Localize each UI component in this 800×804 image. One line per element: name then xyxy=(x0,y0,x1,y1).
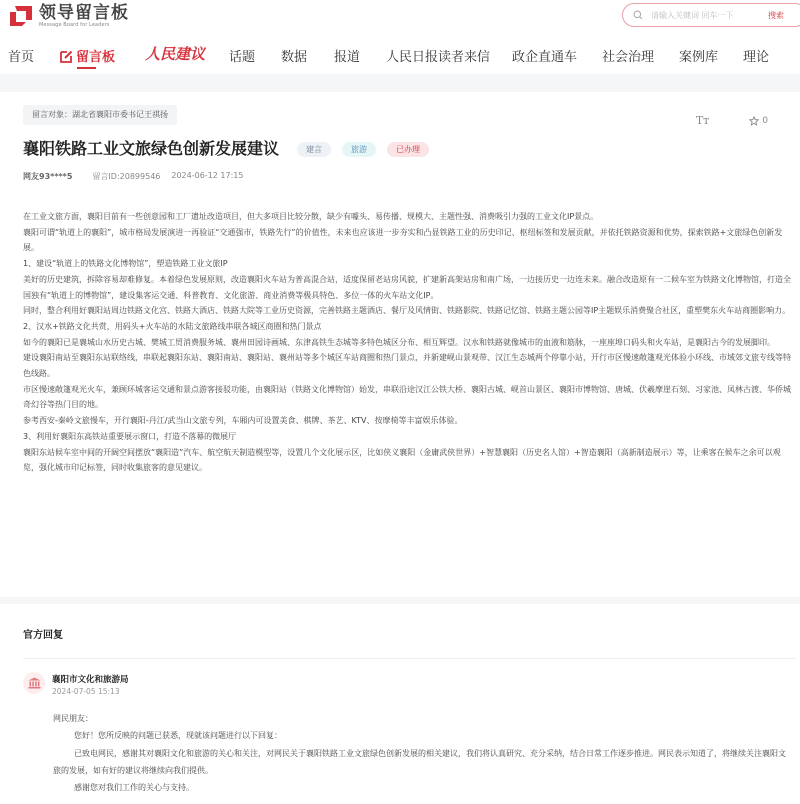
edit-icon xyxy=(60,50,73,63)
reply-org-name: 襄阳市文化和旅游局 xyxy=(52,675,129,685)
nav-item-message-board[interactable] xyxy=(60,46,115,65)
favorite-count: 0 xyxy=(762,115,768,126)
content-paragraph: 襄阳可谓“轨道上的襄阳”，城市格局发展演进一再验证“交通强市，铁路先行”的价值性，未来也应该进一步夯实和凸显铁路工业的历史印记、枢纽标签和发展贡献，并依托铁路资源和优势，探索铁路+文旅绿色创新发展。 xyxy=(23,227,783,253)
reply-content xyxy=(53,710,793,796)
content-paragraph: 建设襄阳南站至襄阳东站联络线，串联起襄阳东站、襄阳南站、襄阳站、襄州站等多个城区车站商圈和热门景点，并新建岘山景观带、汉江生态城两个停靠小站，开行市区慢速敞篷观光体验小环线、市域郊文旅专线等特色线路。 xyxy=(23,353,791,379)
status-badge: 已办理 xyxy=(387,142,429,157)
logo-text xyxy=(39,4,129,28)
logo-title: 领导留言板 xyxy=(39,3,129,23)
favorite-button[interactable] xyxy=(749,116,768,126)
tag-category[interactable]: 旅游 xyxy=(342,142,376,157)
government-building-icon xyxy=(28,677,41,689)
content-paragraph: 同时，整合利用好襄阳站周边铁路文化宫、铁路大酒店、铁路大院等工业历史资源，完善铁路主题酒店、餐厅及风情街、铁路影院、铁路记忆馆、铁路主题公园等IP主题娱乐消费聚合社区，重塑樊东火车站商圈影响力。 xyxy=(23,306,791,316)
content-paragraph: 如今的襄阳已是襄城山水历史古城、樊城工贸消费服务城、襄州田园诗画城、东津高铁生态城等多特色城区分布、相互辉望。汉水和铁路就像城市的血液和筋脉，一座座埠口码头和火车站，是襄阳古今的发展脚印。 xyxy=(23,337,775,347)
star-icon xyxy=(749,116,759,126)
content-paragraph: 参考西安-秦岭文旅慢车，开行襄阳-丹江/武当山文旅专列，车厢内可设置美食、棋牌、茶艺、KTV、按摩椅等丰富娱乐体验。 xyxy=(23,416,463,426)
search-input[interactable] xyxy=(651,11,761,20)
nav-item-social-governance[interactable]: 社会治理 xyxy=(602,50,655,65)
reply-section-title: 官方回复 xyxy=(23,630,63,641)
nav-item-data[interactable]: 数据 xyxy=(281,50,308,65)
reply-paragraph: 您好！您所反映的问题已获悉，现就该问题进行以下回复： xyxy=(74,731,282,741)
nav-item-home[interactable]: 首页 xyxy=(8,50,35,65)
nav-active-indicator xyxy=(77,67,96,69)
reply-paragraph: 感谢您对我们工作的关心与支持。 xyxy=(74,783,194,793)
nav-item-gov-business[interactable]: 政企直通车 xyxy=(512,50,578,65)
content-paragraph: 2、汉水+铁路文化共赏，用码头+火车站的水陆文旅路线串联各城区商圈和热门景点 xyxy=(23,321,322,331)
tag-type[interactable]: 建言 xyxy=(297,142,331,157)
content-paragraph: 1、建设“轨道上的铁路文化博物馆”，塑造铁路工业文旅IP xyxy=(23,259,228,269)
content-paragraph: 襄阳东站候车室中间的开阔空间摆放“襄阳造”汽车、航空航天制造模型等，设置几个文化展示区，比如侠义襄阳（金庸武侠世界）+智慧襄阳（历史名人馆）+智造襄阳（高新制造展示）等，让乘客在候车之余可以观览，强化城市印记标签，同时收集旅客的意见建议。 xyxy=(23,447,781,473)
content-paragraph: 在工业文旅方面，襄阳目前有一些创意园和工厂遗址改造项目，但大多项目比较分散，缺少有噱头、易传播、规模大、主题性强、消费吸引力强的工业文化IP景点。 xyxy=(23,212,599,221)
reply-salutation: 网民朋友： xyxy=(53,714,93,723)
message-id: 留言ID:20899546 xyxy=(92,172,161,181)
message-datetime: 2024-06-12 17:15 xyxy=(171,171,244,180)
message-title: 襄阳铁路工业文旅绿色创新发展建议 xyxy=(23,139,280,158)
search-button[interactable]: 搜索 xyxy=(768,10,784,20)
logo-mark-icon xyxy=(8,4,34,28)
nav-item-theory[interactable]: 理论 xyxy=(743,50,770,65)
official-reply-card xyxy=(4,604,796,804)
nav-item-topics[interactable]: 话题 xyxy=(229,50,256,65)
main-nav xyxy=(0,40,800,70)
message-target: 留言对象：湖北省襄阳市委书记王祺扬 xyxy=(23,105,177,125)
logo-subtitle: Message Board for Leaders xyxy=(39,22,110,28)
message-tags xyxy=(297,142,429,157)
reply-paragraph: 已致电网民，感谢其对襄阳文化和旅游的关心和关注，对网民关于襄阳铁路工业文旅绿色创新发展的相关建议，我们将认真研究、充分采纳，结合日常工作逐步推进。网民表示知道了，将继续关注襄阳文旅的发展，如有好的建议将继续向我们提供。 xyxy=(53,748,786,775)
message-author: 网友93****5 xyxy=(23,172,73,181)
logo[interactable] xyxy=(8,4,129,28)
message-tools xyxy=(696,114,768,127)
content-paragraph: 美好的历史建筑，拆除容易却难修复。本着绿色发展原则，改造襄阳火车站为普高混合站，适度保留老站房风貌，扩建新高架站房和南广场，一边接历史一边连未来。融合改造原有一二候车室为铁路文化博物馆，打造全国独有“轨道上的博物馆”，建设集客运交通、科普教育、文化旅游、商业消费等极具特色、多位一体的火车站文化IP。 xyxy=(23,274,791,300)
search-icon xyxy=(633,10,643,20)
nav-item-people-suggestion[interactable]: 人民建议 xyxy=(145,45,206,63)
nav-item-case-library[interactable]: 案例库 xyxy=(679,50,719,65)
content-paragraph: 3、利用好襄阳东高铁站重要展示窗口，打造不落幕的微展厅 xyxy=(23,431,237,441)
message-content xyxy=(23,209,795,476)
search-box xyxy=(622,3,800,27)
reply-datetime: 2024-07-05 15:13 xyxy=(52,687,120,696)
message-meta xyxy=(23,171,243,182)
divider xyxy=(23,658,796,659)
message-card xyxy=(4,92,796,597)
nav-item-message-board-label: 留言板 xyxy=(76,50,116,65)
section-gap xyxy=(0,74,800,92)
header xyxy=(0,0,800,32)
nav-item-readers-letters[interactable]: 人民日报读者来信 xyxy=(386,50,491,65)
org-avatar xyxy=(23,672,45,694)
font-size-toggle[interactable]: Tт xyxy=(695,114,710,127)
nav-item-reports[interactable]: 报道 xyxy=(334,50,361,65)
content-paragraph: 市区慢速敞篷观光火车，兼顾环城客运交通和景点游客接驳功能，由襄阳站（铁路文化博物馆）始发，串联沿途汉江公铁大桥、襄阳古城、岘首山景区、襄阳市博物馆、唐城、伏羲摩崖石刻、习家池、凤林古渡、华侨城奇幻谷等热门目的地。 xyxy=(23,384,791,410)
section-gap xyxy=(0,597,800,604)
